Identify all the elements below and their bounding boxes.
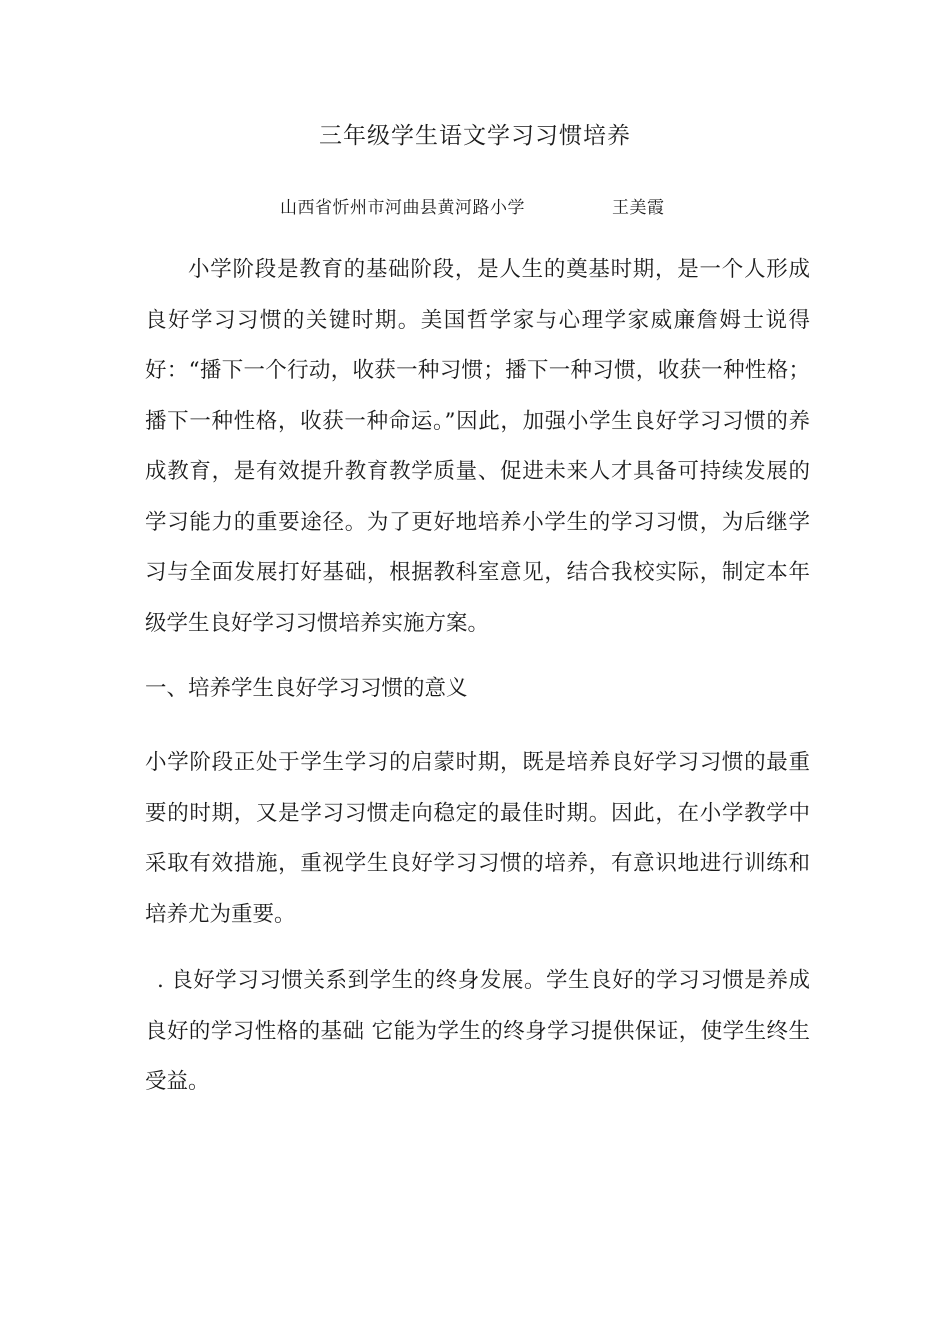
body-paragraph-point: . 良好学习习惯关系到学生的终身发展。学生良好的学习习惯是养成良好的学习性格的基础 它能为学生的终身学习提供保证，使学生终生受益。 — [145, 968, 810, 1094]
school-name: 山西省忻州市河曲县黄河路小学 — [280, 198, 525, 218]
section-heading: 一、培养学生良好学习习惯的意义 — [145, 676, 468, 701]
document-title: 三年级学生语文学习习惯培养 — [319, 123, 631, 149]
body-paragraph: 小学阶段正处于学生学习的启蒙时期，既是培养良好学习习惯的最重要的时期，又是学习习惯走向稳定的最佳时期。因此，在小学教学中采取有效措施，重视学生良好学习习惯的培养，有意识地进行训练和培养尤为重要。 — [145, 750, 810, 927]
intro-paragraph: 小学阶段是教育的基础阶段，是人生的奠基时期，是一个人形成良好学习习惯的关键时期。美国哲学家与心理学家威廉詹姆士说得好：“播下一个行动，收获一种习惯；播下一种习惯，收获一种性格；播下一种性格，收获一种命运。”因此，加强小学生良好学习习惯的养成教育，是有效提升教育教学质量、促进未来人才具备可持续发展的学习能力的重要途径。为了更好地培养小学生的学习习惯，为后继学习与全面发展打好基础，根据教科室意见，结合我校实际，制定本年级学生良好学习习惯培养实施方案。 — [145, 257, 810, 636]
author-name: 王美霞 — [612, 198, 665, 218]
